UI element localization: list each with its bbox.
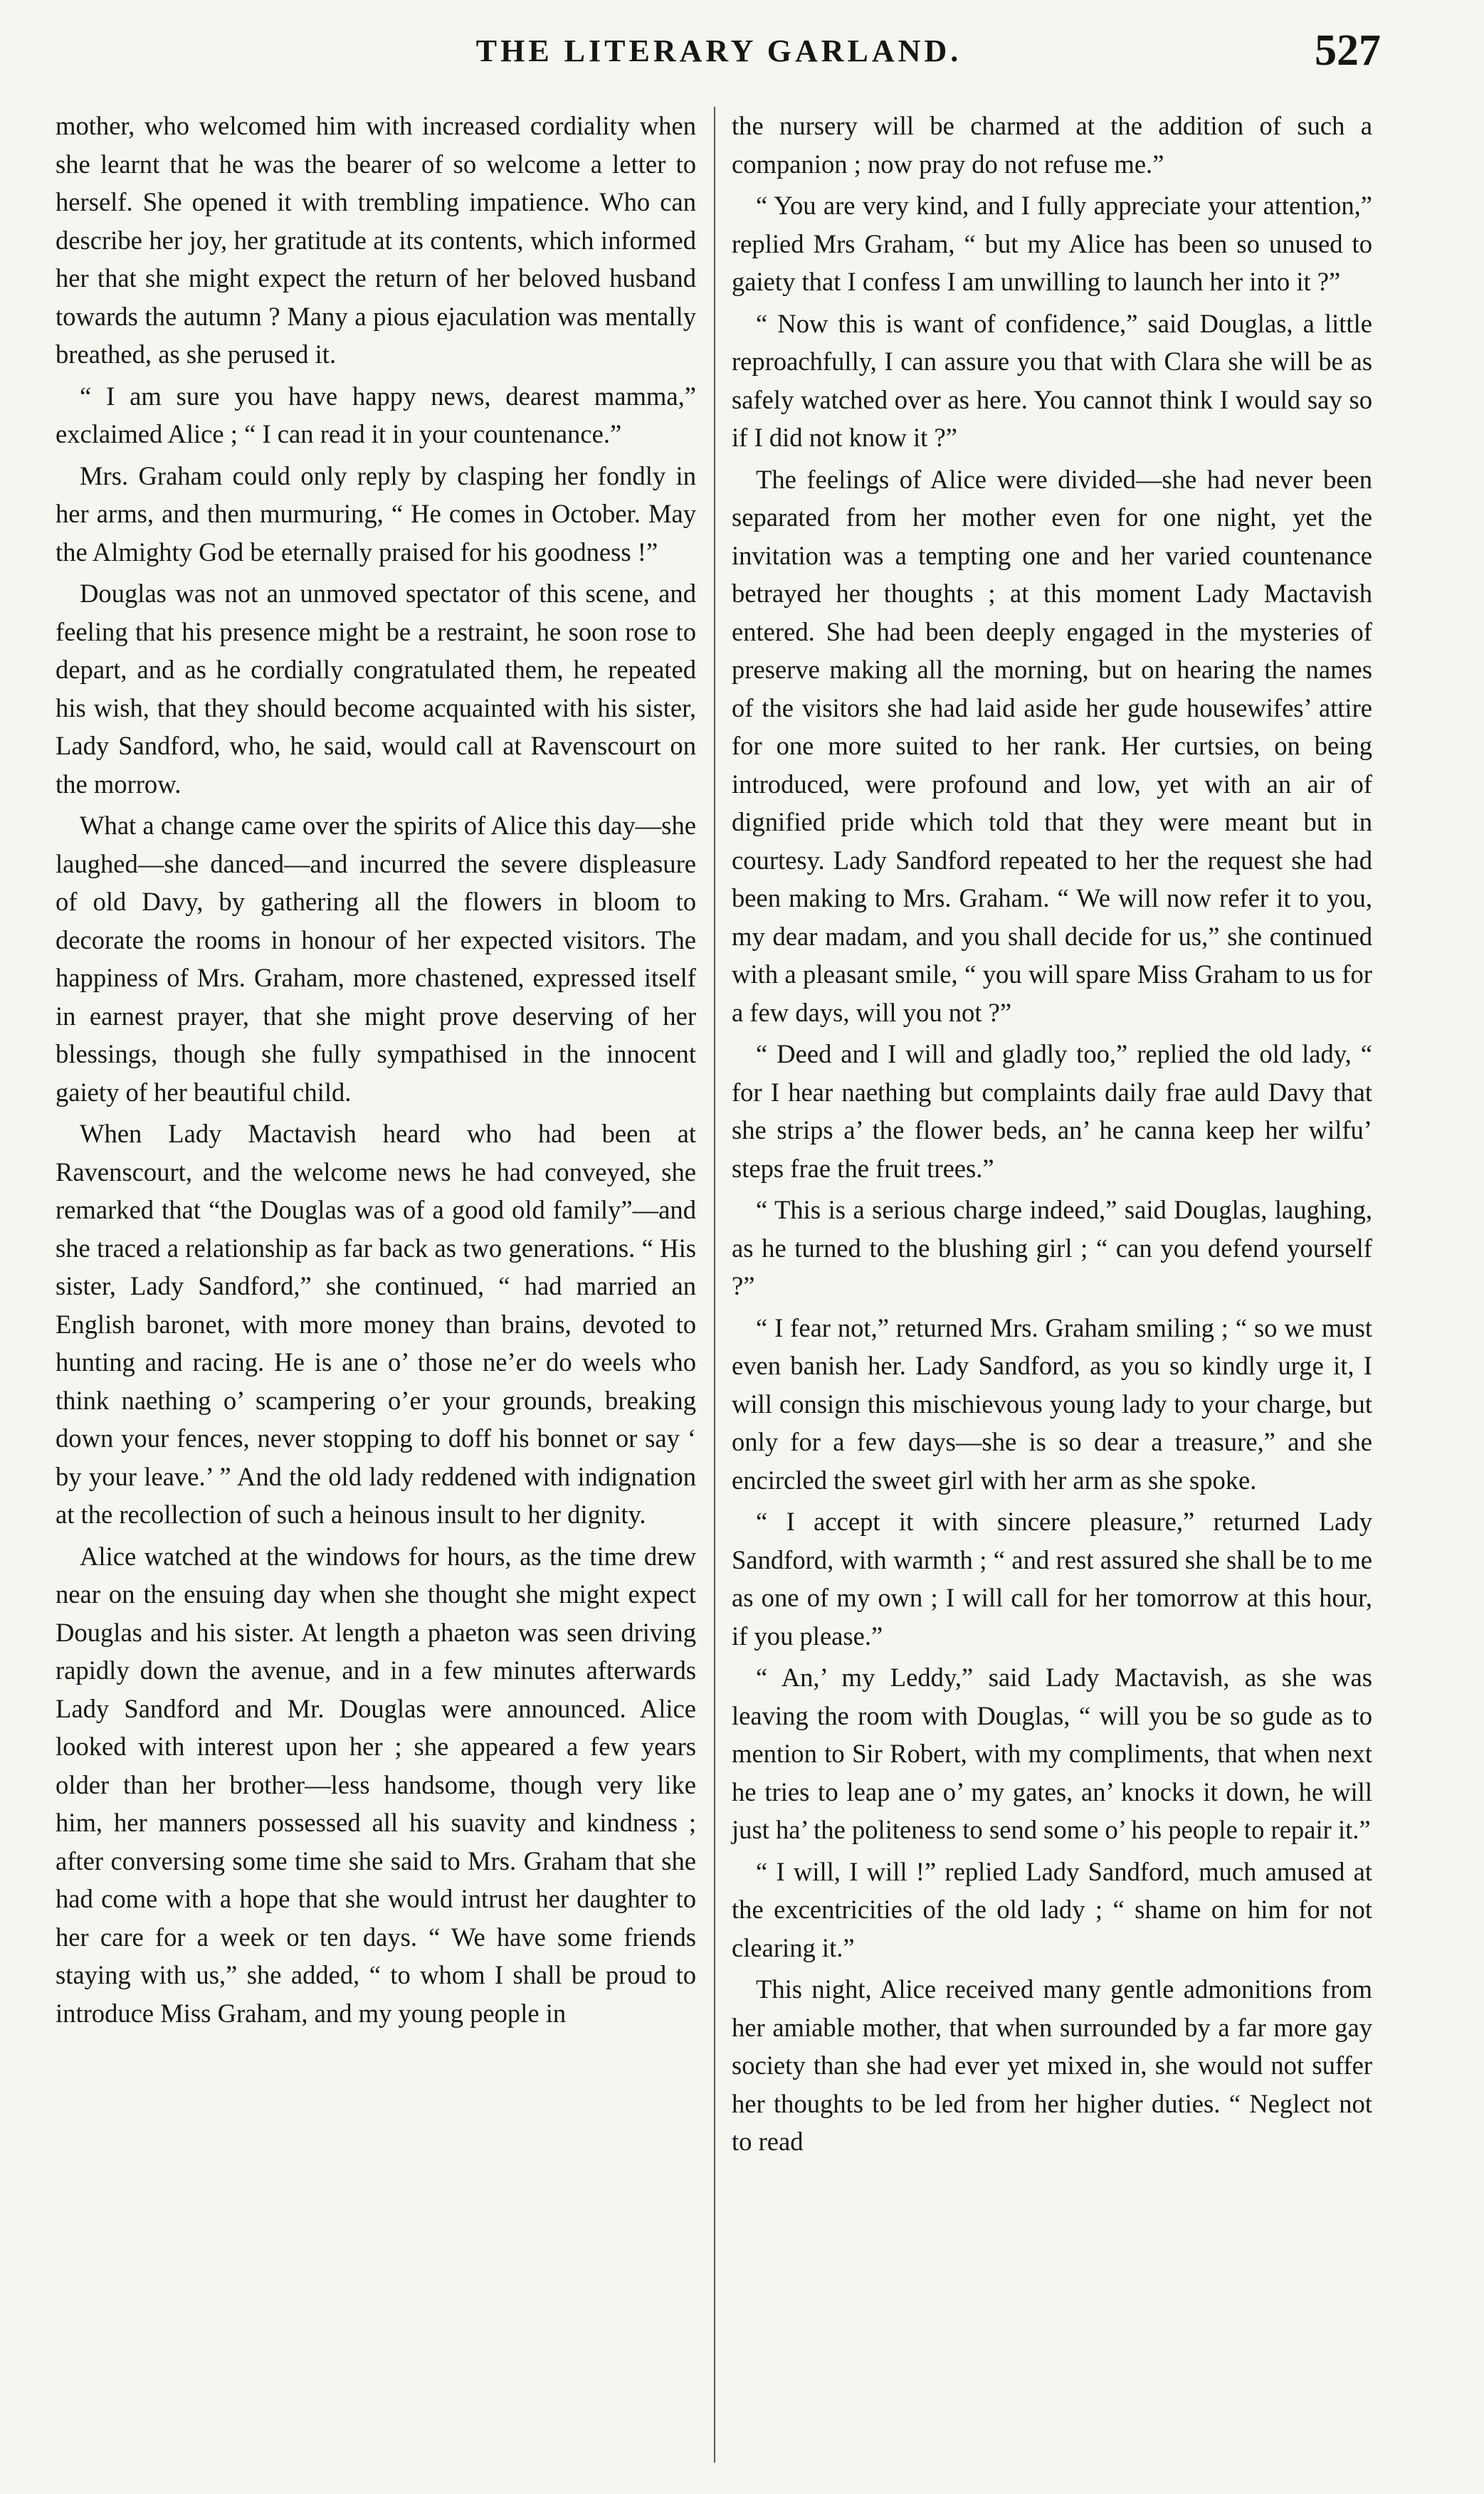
right-column [732, 107, 1372, 2164]
paragraph: the nursery will be charmed at the addition of such a companion ; now pray do not refuse me.” [732, 111, 1372, 179]
paragraph: Douglas was not an unmoved spectator of this scene, and feeling that his presence might be a restraint, he soon rose to depart, and as he cordially congratulated them, he repeated his wish, that they should become acquainted with his sister, Lady Sandford, who, he said, would call at Ravenscourt on the morrow. [56, 579, 696, 799]
paragraph: The feelings of Alice were divided—she had never been separated from her mother even for one night, yet the invitation was a tempting one and her varied countenance betrayed her thoughts ; at this moment Lady Mactavish entered. She had been deeply engaged in the mysteries of preserve making all the morning, but on hearing the names of the visitors she had laid aside her gude housewifes’ attire for one more suited to her rank. Her curtsies, on being introduced, were profound and low, yet with an air of dignified pride which told that they were meant but in courtesy. Lady Sandford repeated to her the request she had been making to Mrs. Graham. “ We will now refer it to you, my dear madam, and you shall decide for us,” she continued with a pleasant smile, “ you will spare Miss Graham to us for a few days, will you not ?” [732, 464, 1372, 1027]
paragraph: “ I accept it with sincere pleasure,” returned Lady Sandford, with warmth ; “ and rest assured she shall be to me as one of my own ; I will call for her tomorrow at this hour, if you please.” [732, 1507, 1372, 1651]
running-header [57, 26, 1381, 83]
paragraph: When Lady Mactavish heard who had been at Ravenscourt, and the welcome news he had conveyed, she remarked that “the Douglas was of a good old family”—and she traced a relationship as far back as two generations. “ His sister, Lady Sandford,” she continued, “ had married an English baronet, with more money than brains, devoted to hunting and racing. He is ane o’ those ne’er do weels who think naething o’ scampering o’er your grounds, breaking down your fences, never stopping to doff his bonnet or say ‘ by your leave.’ ” And the old lady reddened with indignation at the recollection of such a heinous insult to her dignity. [56, 1119, 696, 1529]
paragraph: Alice watched at the windows for hours, as the time drew near on the ensuing day when she thought she might expect Douglas and his sister. At length a phaeton was seen driving rapidly down the avenue, and in a few minutes afterwards Lady Sandford and Mr. Douglas were announced. Alice looked with interest upon her ; she appeared a few years older than her brother—less handsome, though very like him, her manners possessed all his suavity and kindness ; after conversing some time she said to Mrs. Graham that she had come with a hope that she would intrust her daughter to her care for a week or ten days. “ We have some friends staying with us,” she added, “ to whom I shall be proud to introduce Miss Graham, and my young people in [56, 1541, 696, 2028]
text-columns [56, 107, 1379, 2463]
paragraph: “ Deed and I will and gladly too,” replied the old lady, “ for I hear naething but complaints daily frae auld Davy that she strips a’ the flower beds, an’ he canna keep her wilfu’ steps frae the fruit trees.” [732, 1039, 1372, 1183]
paragraph: “ You are very kind, and I fully appreciate your attention,” replied Mrs Graham, “ but my Alice has been so unused to gaiety that I confess I am unwilling to launch her into it ?” [732, 191, 1372, 296]
paragraph: “ This is a serious charge indeed,” said Douglas, laughing, as he turned to the blushing girl ; “ can you defend yourself ?” [732, 1195, 1372, 1300]
left-column [56, 107, 696, 2036]
paragraph: “ I fear not,” returned Mrs. Graham smiling ; “ so we must even banish her. Lady Sandford, as you so kindly urge it, I will consign this mischievous young lady to your charge, but only for a few days—she is so dear a treasure,” and she encircled the sweet girl with her arm as she spoke. [732, 1312, 1372, 1495]
column-divider [714, 107, 715, 2463]
paragraph: “ An,’ my Leddy,” said Lady Mactavish, as she was leaving the room with Douglas, “ will you be so gude as to mention to Sir Robert, with my compliments, that when next he tries to leap ane o’ my gates, an’ knocks it down, he will just ha’ the politeness to send some o’ his people to repair it.” [732, 1663, 1372, 1844]
paragraph: Mrs. Graham could only reply by clasping her fondly in her arms, and then murmuring, “ He comes in October. May the Almighty God be eternally praised for his goodness !” [56, 461, 696, 567]
paragraph: “ I am sure you have happy news, dearest mamma,” exclaimed Alice ; “ I can read it in your countenance.” [56, 381, 696, 448]
page-number: 527 [1315, 26, 1381, 75]
running-title: THE LITERARY GARLAND. [475, 33, 962, 68]
paragraph: “ Now this is want of confidence,” said Douglas, a little reproachfully, I can assure you that with Clara she will be as safely watched over as here. You cannot think I would say so if I did not know it ?” [732, 308, 1372, 452]
paragraph: mother, who welcomed him with increased cordiality when she learnt that he was the bearer of so welcome a letter to herself. She opened it with trembling impatience. Who can describe her joy, her gratitude at its contents, which informed her that she might expect the return of her beloved husband towards the autumn ? Many a pious ejaculation was mentally breathed, as she perused it. [56, 111, 696, 369]
paragraph: This night, Alice received many gentle admonitions from her amiable mother, that when surrounded by a far more gay society than she had ever yet mixed in, she would not suffer her thoughts to be led from her higher duties. “ Neglect not to read [732, 1974, 1372, 2156]
paragraph: What a change came over the spirits of Alice this day—she laughed—she danced—and incurred the severe displeasure of old Davy, by gathering all the flowers in bloom to decorate the rooms in honour of her expected visitors. The happiness of Mrs. Graham, more chastened, expressed itself in earnest prayer, that she might prove deserving of her blessings, though she fully sympathised in the innocent gaiety of her beautiful child. [56, 811, 696, 1107]
paragraph: “ I will, I will !” replied Lady Sandford, much amused at the excentricities of the old lady ; “ shame on him for not clearing it.” [732, 1856, 1372, 1962]
